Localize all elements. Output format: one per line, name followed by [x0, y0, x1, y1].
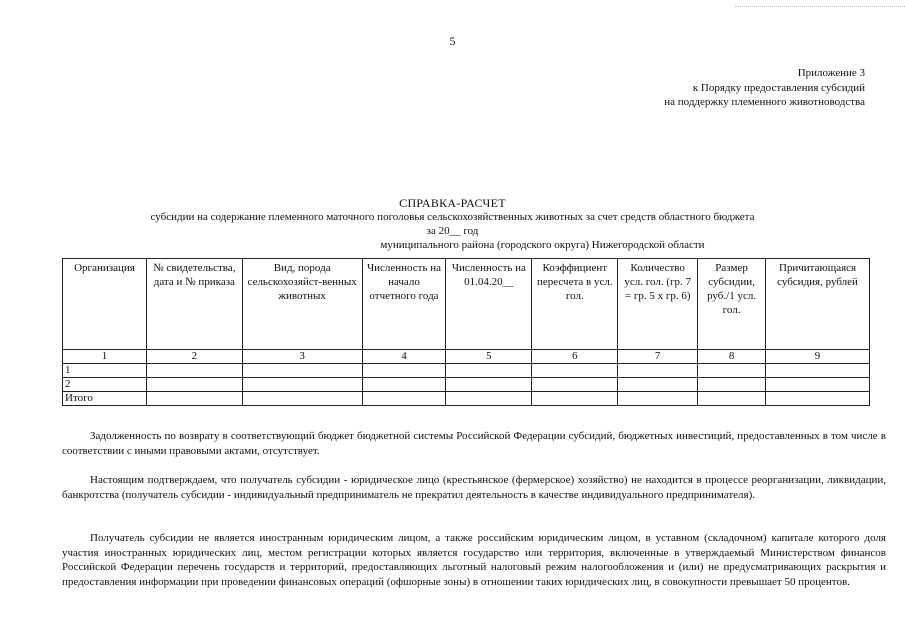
- table-cell: [618, 378, 698, 392]
- row-label: 2: [63, 378, 147, 392]
- header-subsidy-rate: Размер субсидии, руб./1 усл. гол.: [698, 259, 766, 350]
- scan-edge-mark: [735, 0, 905, 7]
- foreign-entity-text: Получатель субсидии не является иностранным юридическим лицом, а также российским юридическим лицом, в уставном (складочном) капитале которого доля участия иностранных юридических лиц, местом регистрации которых является государство или территория, включенные в утверждаемый Министерством финансов Российской Федерации перечень государств и территорий, предоставляющих льготный налоговый режим налогообложения и (или) не предусматривающих раскрытия и предоставления информации при проведении финансовых операций (офшорные зоны) в отношении таких юридических лиц, в совокупности превышает 50 процентов.: [62, 532, 886, 588]
- row-label: 1: [63, 364, 147, 378]
- table-cell: [362, 364, 446, 378]
- table-cell: [698, 364, 766, 378]
- row-label-total: Итого: [63, 392, 147, 406]
- table-cell: [532, 392, 618, 406]
- column-number: 6: [532, 350, 618, 364]
- table-cell: [618, 392, 698, 406]
- table-cell: [362, 392, 446, 406]
- table-cell: [146, 364, 242, 378]
- column-number: 8: [698, 350, 766, 364]
- column-number: 9: [766, 350, 870, 364]
- table-cell: [446, 392, 532, 406]
- header-organization: Организация: [63, 259, 147, 350]
- column-number: 3: [242, 350, 362, 364]
- document-title: СПРАВКА-РАСЧЕТ: [399, 196, 506, 210]
- column-number: 4: [362, 350, 446, 364]
- table-row: [63, 378, 870, 392]
- table-cell: [766, 378, 870, 392]
- header-certificate: № свидетельства, дата и № приказа: [146, 259, 242, 350]
- header-count-april: Численность на 01.04.20__: [446, 259, 532, 350]
- header-coefficient: Коэффициент пересчета в усл. гол.: [532, 259, 618, 350]
- table-cell: [146, 392, 242, 406]
- table-cell: [532, 364, 618, 378]
- report-year: за 20__ год: [426, 225, 479, 237]
- subsidy-calculation-table: [62, 258, 870, 406]
- table-cell: [766, 364, 870, 378]
- table-cell: [698, 378, 766, 392]
- table-cell: [242, 392, 362, 406]
- column-number-row: [63, 350, 870, 364]
- table-cell: [532, 378, 618, 392]
- header-count-start: Численность на начало отчетного года: [362, 259, 446, 350]
- table-row: [63, 364, 870, 378]
- header-animal-breed: Вид, порода сельскохозяйст-венных животных: [242, 259, 362, 350]
- table-cell: [242, 364, 362, 378]
- table-header-row: [63, 259, 870, 350]
- debt-statement-paragraph: [62, 429, 886, 458]
- region-line: муниципального района (городского округа) Нижегородской области: [380, 239, 705, 251]
- table-total-row: [63, 392, 870, 406]
- column-number: 1: [63, 350, 147, 364]
- header-conditional-heads: Количество усл. гол. (гр. 7 = гр. 5 х гр. 6): [618, 259, 698, 350]
- table-cell: [446, 364, 532, 378]
- confirmation-text: Настоящим подтверждаем, что получатель субсидии - юридическое лицо (крестьянское (фермерское) хозяйство) не находится в процессе реорганизации, ликвидации, банкротства (получатель субсидии - индивидуальный предприниматель не прекратил деятельность в качестве индивидуального предпринимателя).: [62, 474, 886, 501]
- table-cell: [698, 392, 766, 406]
- table-cell: [446, 378, 532, 392]
- table-cell: [766, 392, 870, 406]
- appendix-line-1: Приложение 3: [797, 67, 865, 79]
- appendix-line-3: на поддержку племенного животноводства: [664, 96, 865, 108]
- column-number: 2: [146, 350, 242, 364]
- debt-statement-text: Задолженность по возврату в соответствующий бюджет бюджетной системы Российской Федерации субсидий, бюджетных инвестиций, предоставленных в том числе в соответствии с иными правовыми актами, отсутствует.: [62, 430, 886, 457]
- header-subsidy-total: Причитающаяся субсидия, рублей: [766, 259, 870, 350]
- foreign-entity-paragraph: [62, 531, 886, 589]
- document-subtitle: субсидии на содержание племенного маточного поголовья сельскохозяйственных животных за счет средств областного бюджета: [150, 211, 755, 223]
- page-number: 5: [449, 34, 456, 48]
- column-number: 7: [618, 350, 698, 364]
- table-cell: [618, 364, 698, 378]
- table-cell: [362, 378, 446, 392]
- table-cell: [146, 378, 242, 392]
- appendix-line-2: к Порядку предоставления субсидий: [692, 81, 865, 94]
- document-title-block: [0, 196, 905, 252]
- confirmation-paragraph: [62, 473, 886, 502]
- column-number: 5: [446, 350, 532, 364]
- appendix-header: [664, 66, 865, 110]
- table-cell: [242, 378, 362, 392]
